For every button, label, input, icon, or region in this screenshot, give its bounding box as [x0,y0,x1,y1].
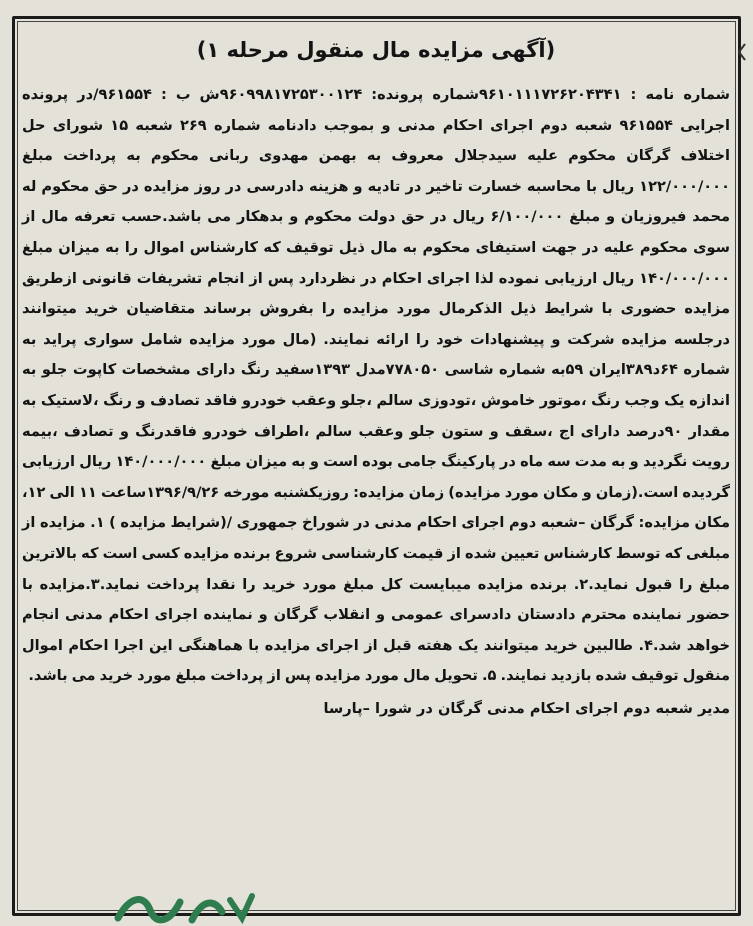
notice-body: شماره نامه : ۹۶۱۰۱۱۱۷۲۶۲۰۴۳۴۱شماره پرونده: ۹۶۰۹۹۸۱۷۲۵۳۰۰۱۲۴ش ب : ۹۶۱۵۵۴/در پرونده اجرایی ۹۶۱۵۵۴ شعبه دوم اجرای احکام مدنی و بموجب دادنامه شماره ۲۶۹ شعبه ۱۵ شورای حل اختلاف گرگان محکوم علیه سیدجلال معروف به بهمن مهدوی ربانی محکوم به پرداخت مبلغ ۱۲۲/۰۰۰/۰۰۰ ریال با محاسبه خسارت تاخیر در تادیه و هزینه دادرسی در روز مزایده در حق محکوم له محمد فیروزیان و مبلغ ۶/۱۰۰/۰۰۰ ریال در حق دولت محکوم و بدهکار می باشد.حسب تعرفه مال از سوی محکوم علیه در جهت استیفای محکوم به مال ذیل توقیف که کارشناس اموال را به میزان مبلغ ۱۴۰/۰۰۰/۰۰۰ ریال ارزیابی نموده لذا اجرای احکام در نظردارد پس از انجام تشریفات قانونی ازطریق مزایده حضوری با شرایط ذیل الذکرمال مورد مزایده را بفروش برساند متقاضیان خرید میتوانند درجلسه مزایده شرکت و پیشنهادات خود را ارائه نمایند. (مال مورد مزایده شامل سواری پراید به شماره ۶۴د۳۸۹ایران ۵۹به شماره شاسی ۷۷۸۰۵۰مدل ۱۳۹۳سفید رنگ دارای مشخصات کاپوت جلو به اندازه یک وجب رنگ ،موتور خاموش ،تودوزی سالم ،جلو وعقب خودرو فاقد تصادف و رنگ ،لاستیک به مقدار ۹۰درصد دارای اج ،سقف و ستون جلو وعقب سالم ،اطراف خودرو فاقدرنگ و تصادف ،بیمه رویت نگردید و به مدت سه ماه در پارکینگ جامی بوده است و به میزان مبلغ ۱۴۰/۰۰۰/۰۰۰ ریال ارزیابی گردیده است.(زمان و مکان مورد مزایده) زمان مزایده: روزیکشنبه مورخه ۱۳۹۶/۹/۲۶ساعت ۱۱ الی ۱۲، مکان مزایده: گرگان –شعبه دوم اجرای احکام مدنی در شوراخ جمهوری /(شرایط مزایده ) ۱. مزایده از مبلغی که توسط کارشناس تعیین شده از قیمت کارشناسی شروع برنده مزایده کسی است که بالاترین مبلغ را قبول نماید.۲. برنده مزایده میبایست کل مبلغ مورد خرید را نقدا پرداخت نماید.۳.مزایده با حضور نماینده محترم دادستان دادسرای عمومی و انقلاب گرگان و نماینده اجرای احکام مدنی انجام خواهد شد.۴. طالبین خرید میتوانند یک هفته قبل از اجرای مزایده با هماهنگی این اجرا احکام اموال منقول توقیف شده بازدید نمایند. ۵. تحویل مال مورد مزایده پس از پرداخت مبلغ مورد خرید می باشد. [22,86,731,685]
notice-content [22,30,730,724]
green-stamp-icon [110,888,260,926]
scan-mark-icon [735,42,749,62]
notice-title: (آگهی مزایده مال منقول مرحله ۱) [196,38,556,62]
notice-signature: مدیر شعبه دوم اجرای احکام مدنی گرگان در شورا –پارسا [323,699,730,717]
